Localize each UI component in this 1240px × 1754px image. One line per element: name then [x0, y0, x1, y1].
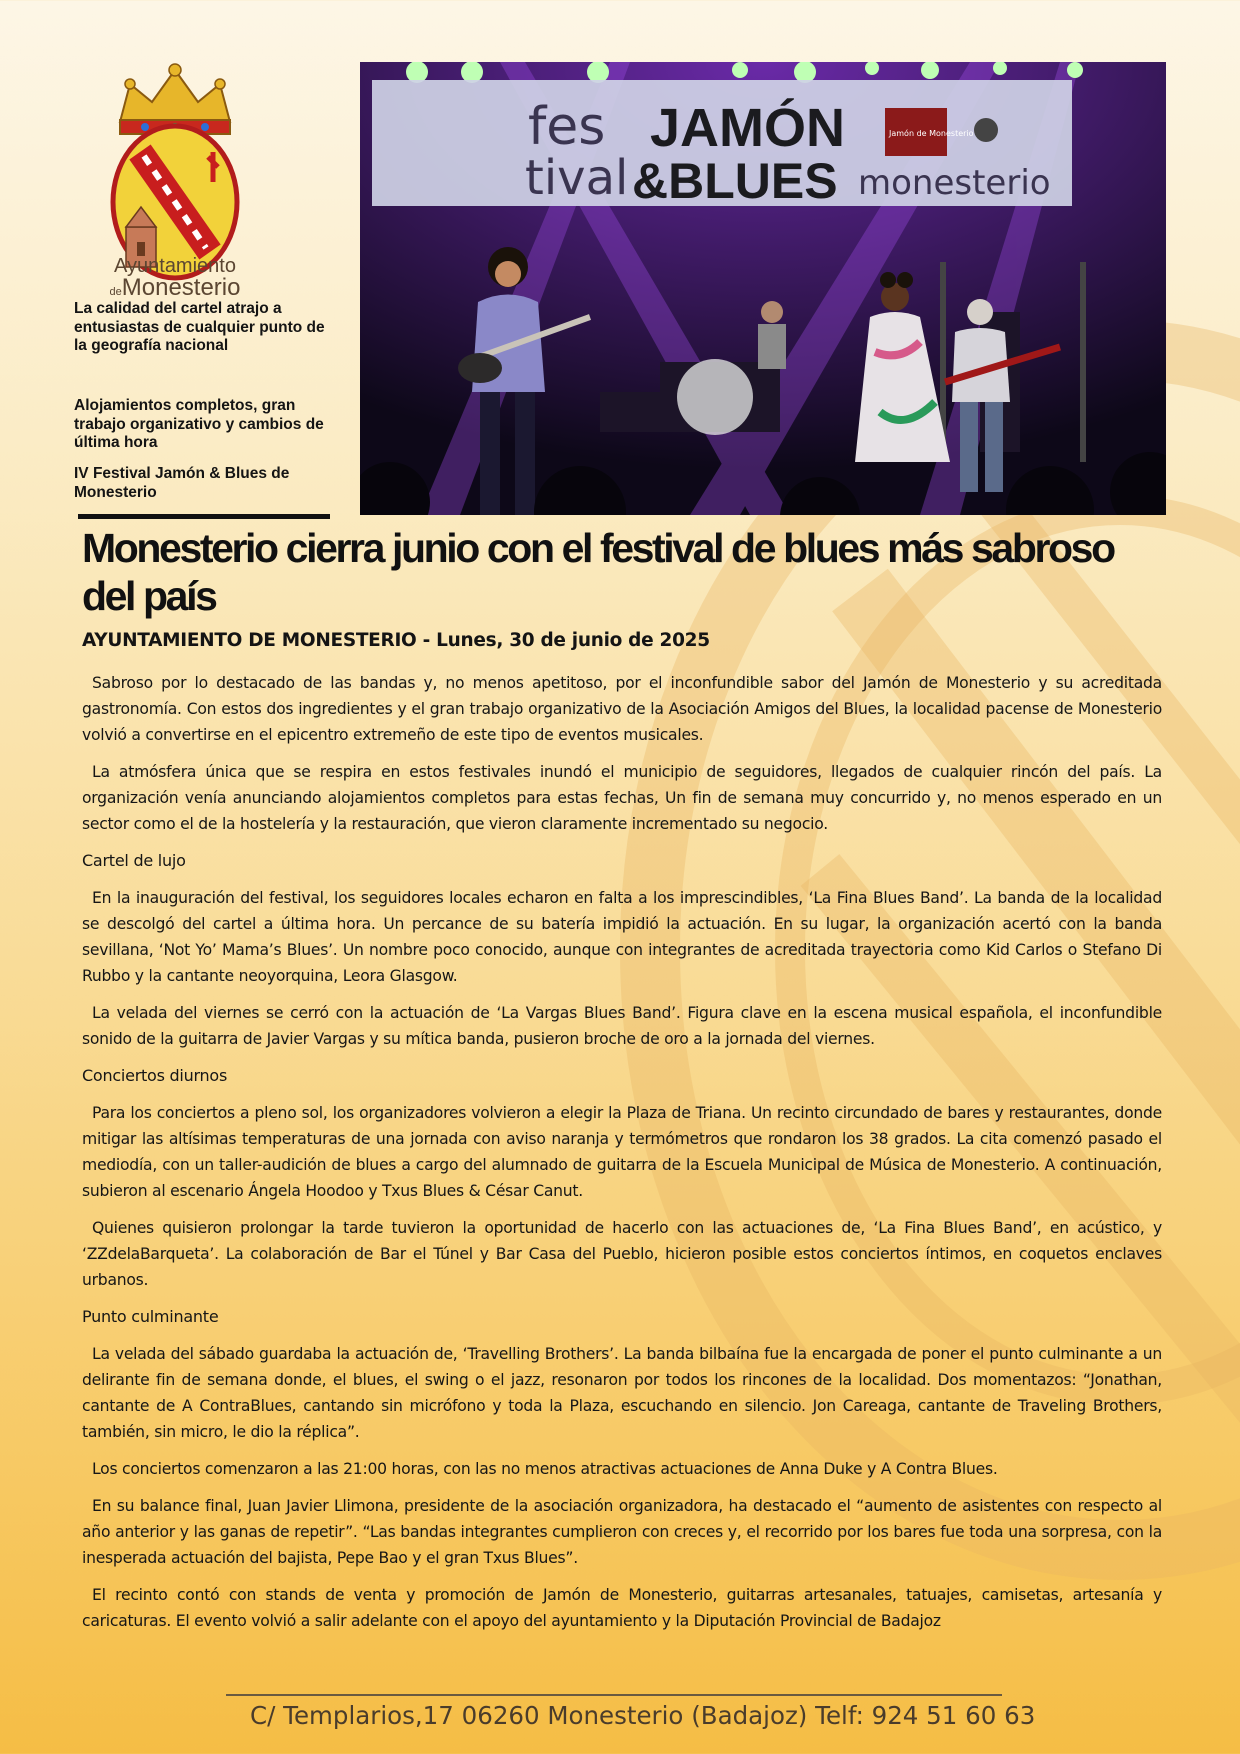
banner-sponsor-logo: Jamón de Monesterio: [889, 129, 974, 138]
article-paragraph: La velada del sábado guardaba la actuación de, ‘Travelling Brothers’. La banda bilbaína fue la encargada de poner el punto culminante a un delirante fin de semana donde, el blues, el swing o el jazz, resonaron por todos los rincones de la localidad. Dos momentazos: “Jonathan, cantante de A ContraBlues, cantando sin micrófono y toda la Plaza, escuchando en silencio. Jon Careaga, cantante de Traveling Brothers, también, sin micro, le dio la réplica”.: [82, 1345, 1162, 1441]
logo-line-ayuntamiento: Ayuntamiento: [114, 255, 236, 277]
banner-word-fes: fes: [528, 97, 606, 157]
logo-line-monesterio: Monesterio: [121, 274, 241, 301]
banner-word-blues: &BLUES: [632, 153, 838, 209]
section-heading-cartel: Cartel de lujo: [82, 851, 186, 870]
banner-word-jamon: JAMÓN: [650, 98, 846, 158]
article-paragraph: El recinto contó con stands de venta y promoción de Jamón de Monesterio, guitarras artesanales, tatuajes, camisetas, artesanía y caricaturas. El evento volvió a salir adelante con el apoyo del ayuntamiento y la Diputación Provincial de Badajoz: [82, 1586, 1162, 1630]
article-paragraph: En la inauguración del festival, los seguidores locales echaron en falta a los imprescindibles, ‘La Fina Blues Band’. La banda de la localidad se descolgó del cartel a última hora. Un percance de su batería impidió la actuación. En su lugar, la organización acertó con la banda sevillana, ‘Not Yo’ Mama’s Blues’. Un nombre poco conocido, aunque con integrantes de acreditada trayectoria como Kid Carlos o Stefano Di Rubbo y la cantante neoyorquina, Leora Glasgow.: [82, 889, 1162, 985]
article-paragraph: En su balance final, Juan Javier Llimona, presidente de la asociación organizadora, ha destacado el “aumento de asistentes con respecto al año anterior y las ganas de repetir”. “Las bandas integrantes cumplieron con creces y, el recorrido por los bares fue toda una sorpresa, con la inesperada actuación del bajista, Pepe Bao y el gran Txus Blues”.: [82, 1497, 1162, 1567]
article-paragraph: Para los conciertos a pleno sol, los organizadores volvieron a elegir la Plaza de Triana. Un recinto circundado de bares y restaurantes, donde mitigar las altísimas temperaturas de una jornada con aviso naranja y termómetros que rondaron los 38 grados. La cita comenzó pasado el mediodía, con un taller-audición de blues a cargo del alumnado de guitarra de la Escuela Municipal de Música de Monesterio. A continuación, subieron al escenario Ángela Hoodoo y Txus Blues & César Canut.: [82, 1104, 1162, 1200]
article-body: [82, 670, 1162, 1645]
banner-word-tival: tival: [525, 150, 629, 206]
article-paragraph: Sabroso por lo destacado de las bandas y, no menos apetitoso, por el inconfundible sabor del Jamón de Monesterio y su acreditada gastronomía. Con estos dos ingredientes y el gran trabajo organizativo de la Asociación Amigos del Blues, la localidad pacense de Monesterio volvió a convertirse en el epicentro extremeño de este tipo de eventos musicales.: [82, 674, 1162, 744]
article-byline: AYUNTAMIENTO DE MONESTERIO - Lunes, 30 de junio de 2025: [82, 630, 710, 651]
article-paragraph: Quienes quisieron prolongar la tarde tuvieron la oportunidad de hacerlo con las actuaciones de, ‘La Fina Blues Band’, en acústico, y ‘ZZdelaBarqueta’. La colaboración de Bar el Túnel y Bar Casa del Pueblo, hicieron posible estos conciertos íntimos, en coquetos enclaves urbanos.: [82, 1219, 1162, 1289]
footer-address: C/ Templarios,17 06260 Monesterio (Badajoz) Telf: 924 51 60 63: [250, 1701, 1036, 1730]
article-paragraph: La velada del viernes se cerró con la actuación de ‘La Vargas Blues Band’. Figura clave en la escena musical española, el inconfundible sonido de la guitarra de Javier Vargas y su mítica banda, pusieron broche de oro a la jornada del viernes.: [82, 1004, 1162, 1048]
footer-divider: [226, 1694, 1002, 1696]
festival-stage-photo: [360, 62, 1166, 515]
article-headline: Monesterio cierra junio con el festival de blues más sabroso del país: [82, 525, 1114, 619]
ayuntamiento-logo-text: [80, 256, 270, 300]
sidebar-highlight-lodging: Alojamientos completos, gran trabajo organizativo y cambios de última hora: [74, 397, 324, 451]
banner-word-monesterio: monesterio: [858, 163, 1051, 203]
section-heading-punto: Punto culminante: [82, 1307, 219, 1326]
logo-line-de: de: [109, 286, 122, 298]
article-paragraph: La atmósfera única que se respira en estos festivales inundó el municipio de seguidores, llegados de cualquier rincón del país. La organización venía anunciando alojamientos completos para estas fechas, Un fin de semana muy concurrido y, no menos esperado en un sector como el de la hostelería y la restauración, que vieron claramente incrementado su negocio.: [82, 763, 1162, 833]
sidebar-highlight-festival: IV Festival Jamón & Blues de Monesterio: [74, 465, 290, 501]
section-heading-conciertos: Conciertos diurnos: [82, 1066, 228, 1085]
sidebar-divider: [78, 514, 330, 519]
article-paragraph: Los conciertos comenzaron a las 21:00 horas, con las no menos atractivas actuaciones de Anna Duke y A Contra Blues.: [92, 1460, 998, 1478]
sidebar-highlight-quality: La calidad del cartel atrajo a entusiastas de cualquier punto de la geografía nacional: [74, 300, 325, 354]
